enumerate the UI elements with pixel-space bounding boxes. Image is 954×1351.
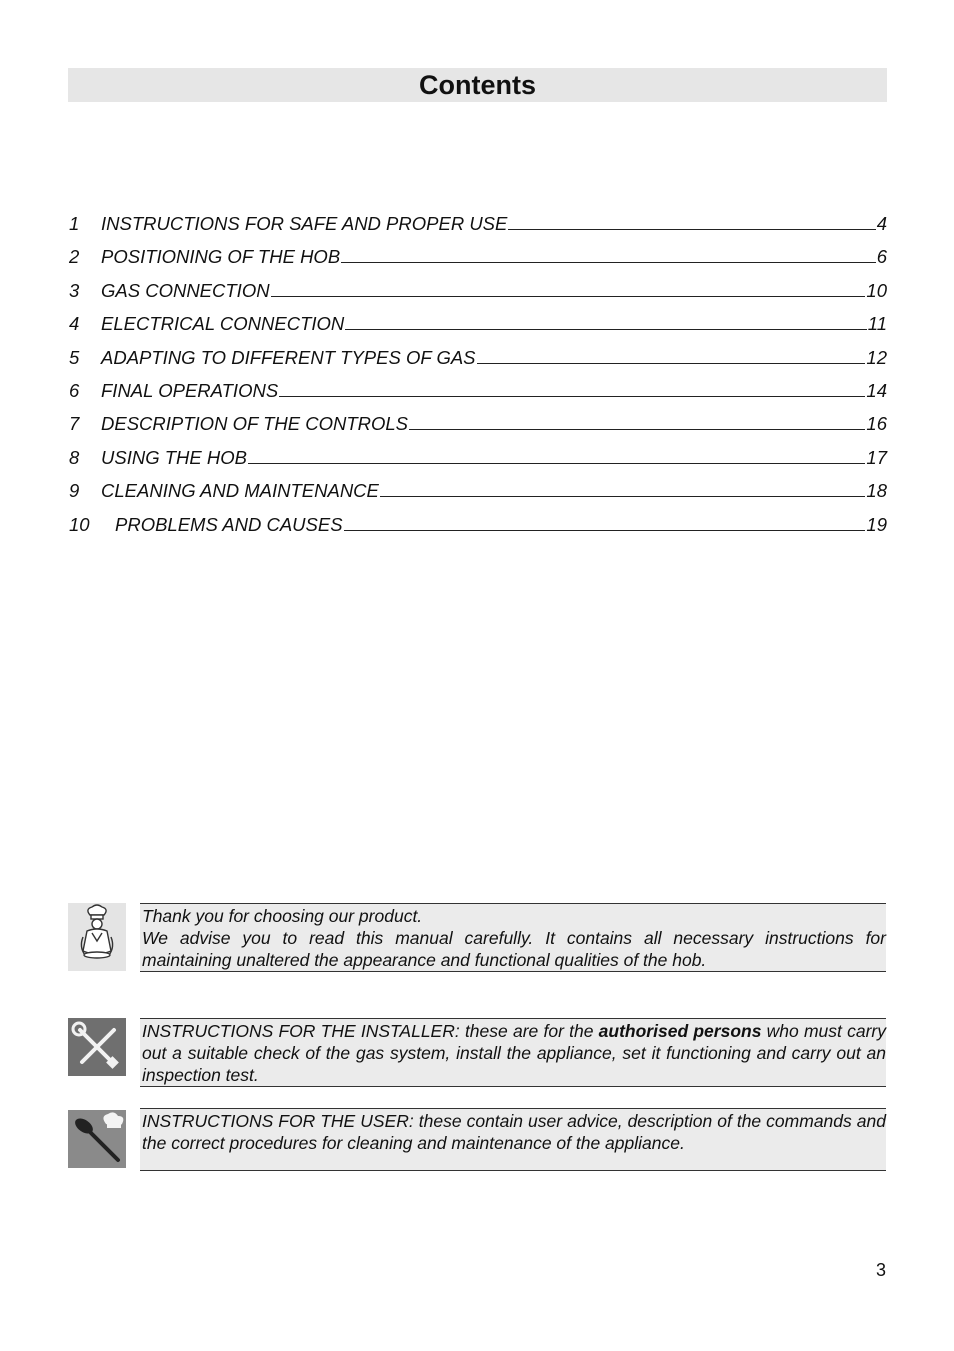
toc-entry-number: 5 <box>69 346 80 368</box>
user-note <box>140 1108 886 1171</box>
toc-entry-page: 4 <box>876 213 887 234</box>
toc-entry-number: 6 <box>69 379 80 401</box>
thank-you-note <box>140 903 886 972</box>
installer-text-end: who must carry out a suitable check of the gas system, install the appliance, set it functioning and carry out an inspection test. <box>142 1021 887 1085</box>
toc-entry <box>69 508 887 541</box>
toc-entry-page: 12 <box>866 346 887 368</box>
toc-entry-label: DESCRIPTION OF THE CONTROLS <box>101 413 408 435</box>
page-title: Contents <box>419 70 536 100</box>
spoon-chef-hat-icon <box>68 1110 126 1168</box>
toc-leader-line <box>279 395 865 397</box>
toc-entry-number: 1 <box>69 213 80 234</box>
table-of-contents <box>69 207 887 541</box>
page-number: 3 <box>875 1260 886 1280</box>
toc-leader-line <box>345 328 866 330</box>
toc-entry-page: 16 <box>866 413 887 435</box>
toc-entry-label: FINAL OPERATIONS <box>101 379 279 401</box>
toc-leader-line <box>380 495 866 497</box>
toc-entry <box>69 474 887 507</box>
toc-entry-label: CLEANING AND MAINTENANCE <box>101 480 379 502</box>
toc-leader-line <box>409 428 865 430</box>
thank-you-line: Thank you for choosing our product. <box>142 906 423 926</box>
wrench-screwdriver-icon <box>68 1018 126 1076</box>
toc-leader-line <box>508 228 875 230</box>
toc-leader-line <box>341 261 876 263</box>
toc-entry-number: 3 <box>69 279 80 301</box>
toc-entry-label: POSITIONING OF THE HOB <box>101 246 341 268</box>
toc-entry-label: INSTRUCTIONS FOR SAFE AND PROPER USE <box>101 213 508 234</box>
toc-entry-label: PROBLEMS AND CAUSES <box>115 513 343 535</box>
toc-entry-number: 9 <box>69 480 80 502</box>
toc-leader-line <box>248 462 865 464</box>
installer-text-start: INSTRUCTIONS FOR THE INSTALLER: these are for the <box>142 1021 599 1041</box>
toc-entry <box>69 274 887 307</box>
toc-entry <box>69 207 887 240</box>
advice-text: We advise you to read this manual carefully. It contains all necessary instructions for maintaining unaltered the appearance and functional qualities of the hob. <box>142 928 886 970</box>
toc-entry-label: GAS CONNECTION <box>101 279 270 301</box>
toc-entry <box>69 374 887 407</box>
title-bar <box>68 68 887 102</box>
user-text: INSTRUCTIONS FOR THE USER: these contain user advice, description of the commands and the correct procedures for cleaning and maintenance of the appliance. <box>142 1111 886 1153</box>
toc-entry <box>69 441 887 474</box>
toc-entry-page: 10 <box>866 279 887 301</box>
toc-entry-page: 6 <box>876 246 887 268</box>
toc-entry-label: ADAPTING TO DIFFERENT TYPES OF GAS <box>101 346 476 368</box>
toc-entry-number: 4 <box>69 313 80 335</box>
toc-leader-line <box>477 362 866 364</box>
installer-note <box>140 1018 886 1087</box>
toc-entry-label: ELECTRICAL CONNECTION <box>101 313 345 335</box>
toc-entry-page: 19 <box>866 513 887 535</box>
toc-entry-page: 11 <box>867 313 887 335</box>
toc-leader-line <box>344 529 866 531</box>
toc-entry-number: 8 <box>69 446 80 468</box>
installer-bold: authorised persons <box>598 1021 762 1041</box>
toc-entry-number: 7 <box>69 413 80 435</box>
toc-entry <box>69 341 887 374</box>
toc-entry-page: 17 <box>866 446 887 468</box>
toc-entry-page: 18 <box>866 480 887 502</box>
chef-icon <box>68 903 126 961</box>
toc-entry-label: USING THE HOB <box>101 446 247 468</box>
toc-entry-number: 2 <box>69 246 80 268</box>
toc-entry-page: 14 <box>866 379 887 401</box>
toc-entry-number: 10 <box>69 513 90 535</box>
toc-entry <box>69 240 887 273</box>
toc-entry <box>69 407 887 440</box>
toc-leader-line <box>271 295 866 297</box>
toc-entry <box>69 307 887 340</box>
